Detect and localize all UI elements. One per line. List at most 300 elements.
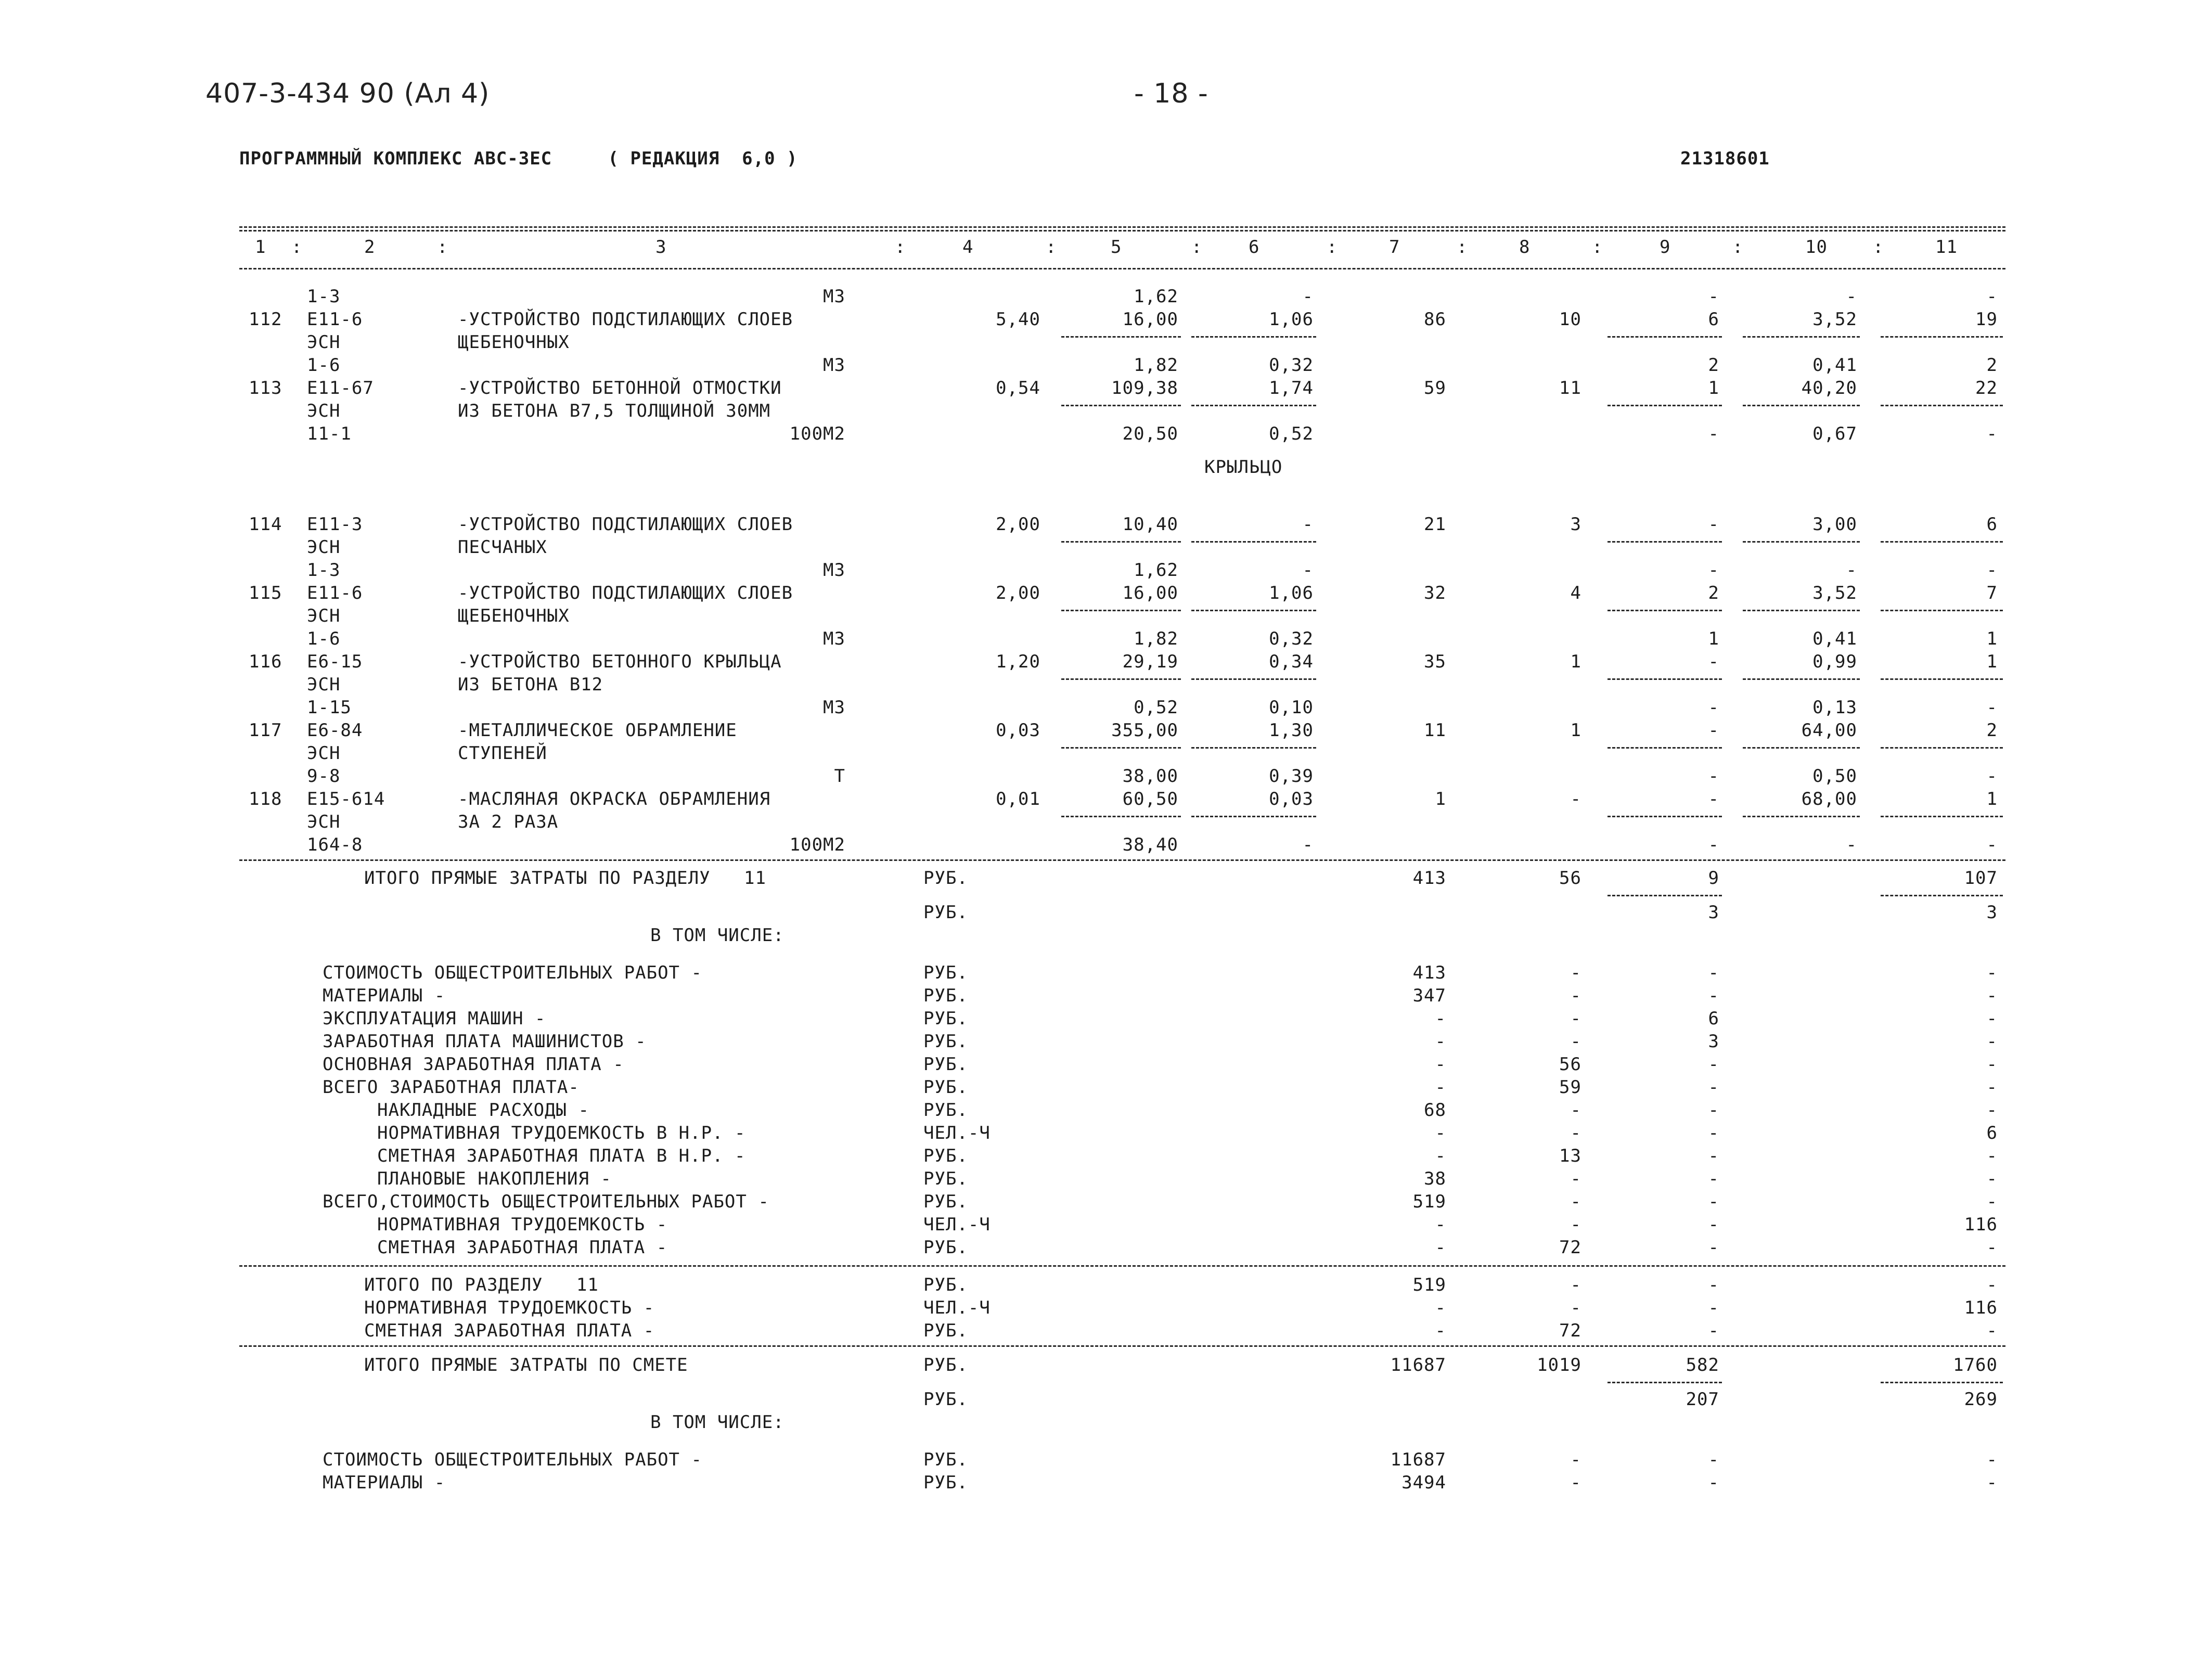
column-header-5: 5 <box>1111 237 1122 258</box>
item-code-source: ЭСН <box>307 401 341 421</box>
item-number: 115 <box>249 583 282 603</box>
breakdown-col9: 6 <box>1708 1008 1719 1029</box>
item-col11-2: - <box>1986 560 1998 581</box>
item-col11-2: 1 <box>1986 628 1998 649</box>
item-number: 113 <box>249 378 282 398</box>
summary-label: НОРМАТИВНАЯ ТРУДОЕМКОСТЬ - <box>364 1297 655 1318</box>
breakdown-col8: - <box>1570 1191 1581 1212</box>
price-underline <box>1191 405 1316 406</box>
breakdown-col11: - <box>1986 1100 1998 1121</box>
price-underline <box>1061 747 1181 749</box>
summary-col11: - <box>1986 1275 1998 1295</box>
column-header-4: 4 <box>962 237 974 258</box>
breakdown-col11: - <box>1986 985 1998 1006</box>
column-header-2: 2 <box>364 237 376 258</box>
item-unit: 100М2 <box>789 834 845 855</box>
breakdown-col7: - <box>1435 1214 1446 1235</box>
col-underline <box>1607 678 1722 680</box>
item-price-2: 1,82 <box>1134 355 1178 376</box>
estimate-breakdown-label: МАТЕРИАЛЫ - <box>323 1472 446 1493</box>
item-description: -МЕТАЛЛИЧЕСКОЕ ОБРАМЛЕНИЕ <box>458 720 737 741</box>
item-description-line2: ЩЕБЕНОЧНЫХ <box>458 332 570 353</box>
item-col11: 1 <box>1986 651 1998 672</box>
item-col10: 3,00 <box>1812 514 1857 535</box>
item-price-machines: 1,74 <box>1269 378 1314 398</box>
item-col7: 32 <box>1424 583 1446 603</box>
breakdown-unit: РУБ. <box>923 1100 968 1121</box>
breakdown-col8: - <box>1570 1008 1581 1029</box>
breakdown-col9: - <box>1708 1100 1719 1121</box>
summary-col11: 116 <box>1964 1297 1998 1318</box>
item-price-2: 1,62 <box>1134 560 1178 581</box>
section-total-col8: 56 <box>1559 868 1581 889</box>
item-quantity: 1,20 <box>996 651 1040 672</box>
section-total-unit-2: РУБ. <box>923 902 968 923</box>
col-underline <box>1607 336 1722 338</box>
item-col11-2: - <box>1986 423 1998 444</box>
col-underline <box>1743 610 1860 611</box>
item-price: 16,00 <box>1122 583 1178 603</box>
estimate-breakdown-unit: РУБ. <box>923 1449 968 1470</box>
item-price-2: 0,52 <box>1134 697 1178 718</box>
item-description: -МАСЛЯНАЯ ОКРАСКА ОБРАМЛЕНИЯ <box>458 789 771 809</box>
item-unit: М3 <box>823 355 845 376</box>
table-top-rule <box>239 226 2005 228</box>
table-top-rule-2 <box>239 230 2005 232</box>
estimate-total-label: ИТОГО ПРЯМЫЕ ЗАТРАТЫ ПО СМЕТЕ <box>364 1355 688 1375</box>
item-code: Е15-614 <box>307 789 385 809</box>
item-unit: 100М2 <box>789 423 845 444</box>
summary-unit: РУБ. <box>923 1320 968 1341</box>
estimate-total-col8: 1019 <box>1537 1355 1581 1375</box>
item-col11: 2 <box>1986 720 1998 741</box>
summary-col7: - <box>1435 1297 1446 1318</box>
item-col9: - <box>1708 720 1719 741</box>
item-code-resource: 1-15 <box>307 697 352 718</box>
breakdown-col7: - <box>1435 1054 1446 1075</box>
item-col10: 3,52 <box>1812 309 1857 330</box>
column-header-1: 1 <box>255 237 266 258</box>
document-code: 407-3-434 90 (Ал 4) <box>205 78 490 109</box>
item-code: Е11-67 <box>307 378 374 398</box>
price-underline <box>1061 610 1181 611</box>
estimate-breakdown-label: СТОИМОСТЬ ОБЩЕСТРОИТЕЛЬНЫХ РАБОТ - <box>323 1449 702 1470</box>
item-col9-2: 2 <box>1708 355 1719 376</box>
column-header-8: 8 <box>1519 237 1531 258</box>
breakdown-col9: - <box>1708 1191 1719 1212</box>
item-col9: 6 <box>1708 309 1719 330</box>
breakdown-col7: - <box>1435 1237 1446 1258</box>
item-price: 109,38 <box>1111 378 1178 398</box>
item-col9: 2 <box>1708 583 1719 603</box>
breakdown-col9: - <box>1708 1123 1719 1143</box>
breakdown-col11: - <box>1986 1168 1998 1189</box>
item-quantity: 2,00 <box>996 514 1040 535</box>
breakdown-col11: 116 <box>1964 1214 1998 1235</box>
section-total-label: ИТОГО ПРЯМЫЕ ЗАТРАТЫ ПО РАЗДЕЛУ 11 <box>364 868 766 889</box>
item-col8: 3 <box>1570 514 1581 535</box>
item-col8: 4 <box>1570 583 1581 603</box>
breakdown-col11: - <box>1986 1008 1998 1029</box>
summary-label: СМЕТНАЯ ЗАРАБОТНАЯ ПЛАТА - <box>364 1320 655 1341</box>
breakdown-col9: - <box>1708 1237 1719 1258</box>
price-underline <box>1061 336 1181 338</box>
breakdown-col8: 59 <box>1559 1077 1581 1098</box>
item-col7: 21 <box>1424 514 1446 535</box>
estimate-total-unit-2: РУБ. <box>923 1389 968 1410</box>
item-col11-2: 2 <box>1986 355 1998 376</box>
item-code-resource: 1-6 <box>307 355 341 376</box>
breakdown-label: НОРМАТИВНАЯ ТРУДОЕМКОСТЬ В Н.Р. - <box>377 1123 746 1143</box>
column-header-10: 10 <box>1805 237 1828 258</box>
breakdown-col7: - <box>1435 1123 1446 1143</box>
breakdown-unit: РУБ. <box>923 1191 968 1212</box>
breakdown-col9: - <box>1708 985 1719 1006</box>
item-col9: - <box>1708 651 1719 672</box>
breakdown-label: ПЛАНОВЫЕ НАКОПЛЕНИЯ - <box>377 1168 612 1189</box>
breakdown-col9: - <box>1708 962 1719 983</box>
item-code: 1-3 <box>307 286 341 307</box>
item-code-source: ЭСН <box>307 332 341 353</box>
estimate-total-unit: РУБ. <box>923 1355 968 1375</box>
item-price: 10,40 <box>1122 514 1178 535</box>
item-col9-2: - <box>1708 423 1719 444</box>
col-underline <box>1743 816 1860 817</box>
summary-col8: - <box>1570 1297 1581 1318</box>
item-col10: 0,99 <box>1812 651 1857 672</box>
item-price-machines: 1,06 <box>1269 309 1314 330</box>
item-col7: 11 <box>1424 720 1446 741</box>
item-description: -УСТРОЙСТВО ПОДСТИЛАЮЩИХ СЛОЕВ <box>458 514 793 535</box>
item-col10-2: - <box>1846 834 1857 855</box>
col-underline <box>1743 336 1860 338</box>
item-unit: Т <box>834 766 845 787</box>
item-description: -УСТРОЙСТВО ПОДСТИЛАЮЩИХ СЛОЕВ <box>458 309 793 330</box>
estimate-breakdown-col7: 11687 <box>1390 1449 1446 1470</box>
item-code-resource: 9-8 <box>307 766 341 787</box>
item-col10: 40,20 <box>1801 378 1857 398</box>
breakdown-label: НОРМАТИВНАЯ ТРУДОЕМКОСТЬ - <box>377 1214 668 1235</box>
item-quantity: 0,01 <box>996 789 1040 809</box>
breakdown-col11: - <box>1986 1146 1998 1166</box>
item-description-line2: ЩЕБЕНОЧНЫХ <box>458 606 570 626</box>
breakdown-unit: ЧЕЛ.-Ч <box>923 1123 991 1143</box>
item-unit: М3 <box>823 286 845 307</box>
breakdown-col8: - <box>1570 985 1581 1006</box>
item-col9: 1 <box>1708 378 1719 398</box>
item-col9: - <box>1708 789 1719 809</box>
estimate-breakdown-col7: 3494 <box>1401 1472 1446 1493</box>
estimate-breakdown-unit: РУБ. <box>923 1472 968 1493</box>
item-col11: 1 <box>1986 789 1998 809</box>
item-description-line2: ПЕСЧАНЫХ <box>458 537 547 558</box>
item-code-source: ЭСН <box>307 743 341 764</box>
col-underline <box>1743 678 1860 680</box>
item-col8: 1 <box>1570 720 1581 741</box>
item-col11-2: - <box>1986 697 1998 718</box>
breakdown-col7: 68 <box>1424 1100 1446 1121</box>
item-price: 1,62 <box>1134 286 1178 307</box>
col-underline <box>1881 816 2003 817</box>
item-price-machines-2: 0,39 <box>1269 766 1314 787</box>
item-code-resource: 11-1 <box>307 423 352 444</box>
item-code-source: ЭСН <box>307 674 341 695</box>
breakdown-col11: 6 <box>1986 1123 1998 1143</box>
breakdown-col9: - <box>1708 1054 1719 1075</box>
col-underline <box>1881 1382 2003 1383</box>
summary-unit: ЧЕЛ.-Ч <box>923 1297 991 1318</box>
column-separator: : <box>895 237 906 258</box>
column-header-6: 6 <box>1249 237 1260 258</box>
item-col9-2: - <box>1708 766 1719 787</box>
document-number: 21318601 <box>1680 148 1770 169</box>
program-title: ПРОГРАММНЫЙ КОМПЛЕКС АВС-3ЕС ( РЕДАКЦИЯ 6,0 ) <box>239 148 798 169</box>
item-col11: 22 <box>1975 378 1998 398</box>
summary-col7: 519 <box>1412 1275 1446 1295</box>
breakdown-unit: РУБ. <box>923 1146 968 1166</box>
item-price-2: 38,00 <box>1122 766 1178 787</box>
price-underline <box>1191 336 1316 338</box>
column-header-7: 7 <box>1389 237 1400 258</box>
item-description: -УСТРОЙСТВО ПОДСТИЛАЮЩИХ СЛОЕВ <box>458 583 793 603</box>
item-code-resource: 1-3 <box>307 560 341 581</box>
section-total-col9-2: 3 <box>1708 902 1719 923</box>
breakdown-label: МАТЕРИАЛЫ - <box>323 985 446 1006</box>
item-col9-2: - <box>1708 560 1719 581</box>
breakdown-col11: - <box>1986 1054 1998 1075</box>
section-total-col9: 9 <box>1708 868 1719 889</box>
section-total-rule <box>239 859 2005 861</box>
item-col10: - <box>1846 286 1857 307</box>
item-price-machines: 1,30 <box>1269 720 1314 741</box>
item-col8: 10 <box>1559 309 1581 330</box>
item-col10-2: 0,41 <box>1812 355 1857 376</box>
breakdown-col8: - <box>1570 1100 1581 1121</box>
breakdown-col11: - <box>1986 1237 1998 1258</box>
breakdown-label: СМЕТНАЯ ЗАРАБОТНАЯ ПЛАТА В Н.Р. - <box>377 1146 746 1166</box>
item-quantity: 0,03 <box>996 720 1040 741</box>
summary-col9: - <box>1708 1320 1719 1341</box>
item-price: 355,00 <box>1111 720 1178 741</box>
breakdown-unit: ЧЕЛ.-Ч <box>923 1214 991 1235</box>
breakdown-label: ВСЕГО,СТОИМОСТЬ ОБЩЕСТРОИТЕЛЬНЫХ РАБОТ - <box>323 1191 769 1212</box>
item-number: 114 <box>249 514 282 535</box>
breakdown-label: ЗАРАБОТНАЯ ПЛАТА МАШИНИСТОВ - <box>323 1031 647 1052</box>
estimate-total-col9: 582 <box>1686 1355 1719 1375</box>
item-price-2: 1,82 <box>1134 628 1178 649</box>
summary-col11: - <box>1986 1320 1998 1341</box>
item-description: -УСТРОЙСТВО БЕТОННОЙ ОТМОСТКИ <box>458 378 782 398</box>
item-description-line2: ИЗ БЕТОНА В12 <box>458 674 603 695</box>
item-code: Е6-15 <box>307 651 363 672</box>
column-separator: : <box>1873 237 1884 258</box>
col-underline <box>1881 747 2003 749</box>
breakdown-col11: - <box>1986 1191 1998 1212</box>
item-col7: 59 <box>1424 378 1446 398</box>
breakdown-label: ВСЕГО ЗАРАБОТНАЯ ПЛАТА- <box>323 1077 580 1098</box>
breakdown-col8: - <box>1570 1031 1581 1052</box>
estimate-breakdown-col8: - <box>1570 1449 1581 1470</box>
col-underline <box>1607 816 1722 817</box>
item-col10: 64,00 <box>1801 720 1857 741</box>
item-col9-2: - <box>1708 697 1719 718</box>
summary-col9: - <box>1708 1275 1719 1295</box>
breakdown-unit: РУБ. <box>923 1031 968 1052</box>
estimate-total-col7: 11687 <box>1390 1355 1446 1375</box>
item-unit: М3 <box>823 697 845 718</box>
price-underline <box>1191 678 1316 680</box>
item-col11: 6 <box>1986 514 1998 535</box>
item-price-machines-2: 0,52 <box>1269 423 1314 444</box>
col-underline <box>1607 610 1722 611</box>
item-price: 29,19 <box>1122 651 1178 672</box>
including-heading: В ТОМ ЧИСЛЕ: <box>650 925 785 946</box>
item-number: 116 <box>249 651 282 672</box>
breakdown-col8: - <box>1570 962 1581 983</box>
item-code: Е11-6 <box>307 309 363 330</box>
col-underline <box>1881 336 2003 338</box>
item-col8: 1 <box>1570 651 1581 672</box>
breakdown-col9: - <box>1708 1168 1719 1189</box>
item-col10-2: 0,13 <box>1812 697 1857 718</box>
item-col10: 68,00 <box>1801 789 1857 809</box>
item-number: 117 <box>249 720 282 741</box>
col-underline <box>1743 747 1860 749</box>
col-underline <box>1743 405 1860 406</box>
breakdown-col9: - <box>1708 1077 1719 1098</box>
item-code-resource: 1-6 <box>307 628 341 649</box>
item-description-line2: СТУПЕНЕЙ <box>458 743 547 764</box>
table-header-rule <box>239 268 2005 269</box>
item-price-machines-2: 0,10 <box>1269 697 1314 718</box>
price-underline <box>1061 541 1181 543</box>
summary-col8: - <box>1570 1275 1581 1295</box>
breakdown-unit: РУБ. <box>923 1077 968 1098</box>
section-total-col11: 107 <box>1964 868 1998 889</box>
item-col8: - <box>1570 789 1581 809</box>
estimate-total-col9-2: 207 <box>1686 1389 1719 1410</box>
col-underline <box>1607 405 1722 406</box>
column-separator: : <box>1327 237 1338 258</box>
breakdown-col7: - <box>1435 1077 1446 1098</box>
section-heading-porch: КРЫЛЬЦО <box>1204 457 1283 478</box>
column-separator: : <box>1732 237 1743 258</box>
item-col9: - <box>1708 514 1719 535</box>
column-separator: : <box>1191 237 1202 258</box>
item-code-resource: 164-8 <box>307 834 363 855</box>
breakdown-col8: - <box>1570 1168 1581 1189</box>
item-unit: М3 <box>823 628 845 649</box>
item-quantity: 2,00 <box>996 583 1040 603</box>
item-description: -УСТРОЙСТВО БЕТОННОГО КРЫЛЬЦА <box>458 651 782 672</box>
col-underline <box>1881 678 2003 680</box>
item-price-machines: 1,06 <box>1269 583 1314 603</box>
item-price-2: 38,40 <box>1122 834 1178 855</box>
breakdown-col9: - <box>1708 1146 1719 1166</box>
breakdown-col8: - <box>1570 1214 1581 1235</box>
item-unit: М3 <box>823 560 845 581</box>
column-header-9: 9 <box>1660 237 1671 258</box>
price-underline <box>1191 541 1316 543</box>
item-price-2: 20,50 <box>1122 423 1178 444</box>
summary-unit: РУБ. <box>923 1275 968 1295</box>
col-underline <box>1607 895 1722 896</box>
item-description-line2: ИЗ БЕТОНА В7,5 ТОЛЩИНОЙ 30ММ <box>458 401 771 421</box>
col-underline <box>1881 895 2003 896</box>
item-price-machines: - <box>1302 514 1314 535</box>
col-underline <box>1881 610 2003 611</box>
page-number: - 18 - <box>1134 78 1208 109</box>
item-col10-2: - <box>1846 560 1857 581</box>
item-col9-2: 1 <box>1708 628 1719 649</box>
price-underline <box>1191 816 1316 817</box>
estimate-breakdown-col8: - <box>1570 1472 1581 1493</box>
breakdown-col9: - <box>1708 1214 1719 1235</box>
breakdown-unit: РУБ. <box>923 985 968 1006</box>
section-total-col11-2: 3 <box>1986 902 1998 923</box>
item-col8: 11 <box>1559 378 1581 398</box>
item-price-machines: 0,03 <box>1269 789 1314 809</box>
breakdown-unit: РУБ. <box>923 1054 968 1075</box>
column-separator: : <box>1046 237 1057 258</box>
col-underline <box>1881 541 2003 543</box>
breakdown-col7: 38 <box>1424 1168 1446 1189</box>
item-col10-2: 0,41 <box>1812 628 1857 649</box>
price-underline <box>1061 405 1181 406</box>
item-col11: - <box>1986 286 1998 307</box>
breakdown-col8: 13 <box>1559 1146 1581 1166</box>
col-underline <box>1607 747 1722 749</box>
item-code: Е11-6 <box>307 583 363 603</box>
column-separator: : <box>1592 237 1603 258</box>
item-description-line2: ЗА 2 РАЗА <box>458 812 559 832</box>
column-header-3: 3 <box>655 237 667 258</box>
col-underline <box>1881 405 2003 406</box>
item-price-machines-2: - <box>1302 834 1314 855</box>
estimate-rule <box>239 1345 2005 1347</box>
item-col10-2: 0,67 <box>1812 423 1857 444</box>
price-underline <box>1061 678 1181 680</box>
item-code-source: ЭСН <box>307 537 341 558</box>
breakdown-label: СМЕТНАЯ ЗАРАБОТНАЯ ПЛАТА - <box>377 1237 668 1258</box>
estimate-total-col11: 1760 <box>1953 1355 1998 1375</box>
breakdown-label: НАКЛАДНЫЕ РАСХОДЫ - <box>377 1100 589 1121</box>
breakdown-col7: - <box>1435 1008 1446 1029</box>
summary-col7: - <box>1435 1320 1446 1341</box>
col-underline <box>1743 541 1860 543</box>
item-col7: 35 <box>1424 651 1446 672</box>
item-number: 112 <box>249 309 282 330</box>
item-code: Е6-84 <box>307 720 363 741</box>
price-underline <box>1191 747 1316 749</box>
price-underline <box>1191 610 1316 611</box>
breakdown-col9: 3 <box>1708 1031 1719 1052</box>
item-price-machines-2: 0,32 <box>1269 628 1314 649</box>
column-separator: : <box>437 237 448 258</box>
column-separator: : <box>1457 237 1468 258</box>
breakdown-col7: 413 <box>1412 962 1446 983</box>
breakdown-col11: - <box>1986 1031 1998 1052</box>
col-underline <box>1607 1382 1722 1383</box>
summary-rule <box>239 1265 2005 1267</box>
breakdown-unit: РУБ. <box>923 1168 968 1189</box>
breakdown-col8: - <box>1570 1123 1581 1143</box>
item-price: 16,00 <box>1122 309 1178 330</box>
breakdown-label: СТОИМОСТЬ ОБЩЕСТРОИТЕЛЬНЫХ РАБОТ - <box>323 962 702 983</box>
item-col10: 3,52 <box>1812 583 1857 603</box>
section-total-col7: 413 <box>1412 868 1446 889</box>
estimate-breakdown-col11: - <box>1986 1449 1998 1470</box>
